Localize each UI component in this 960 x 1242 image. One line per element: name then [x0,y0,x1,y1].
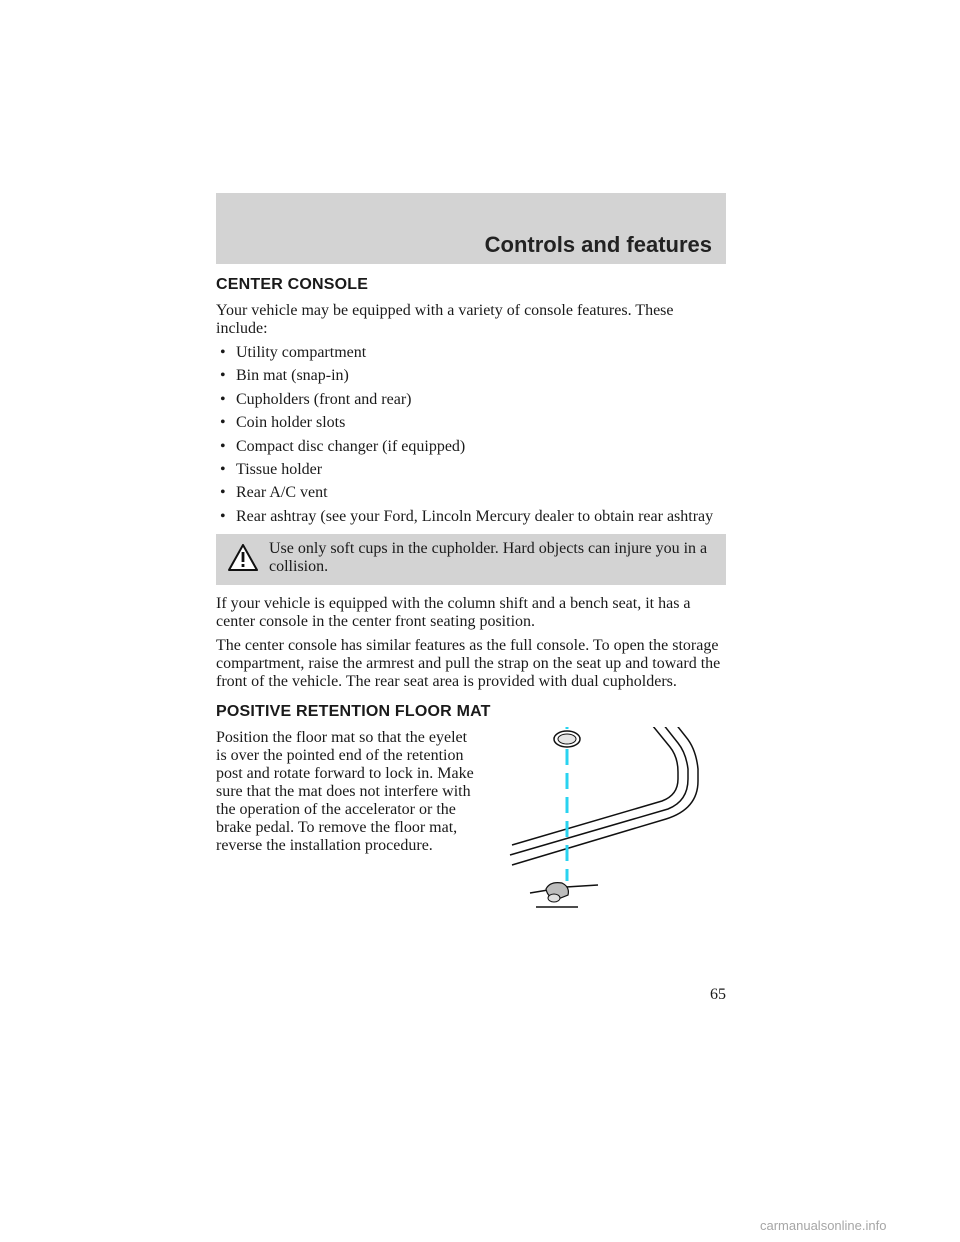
warning-box [216,534,726,585]
feature-item: • Utility compartment [216,344,726,362]
eyelet-center [558,734,576,744]
center-console-heading: CENTER CONSOLE [216,276,369,293]
page-number: 65 [710,986,726,1003]
feature-item: • Rear A/C vent [216,484,726,502]
floor-mat-heading: POSITIVE RETENTION FLOOR MAT [216,702,491,720]
feature-item: • Coin holder slots [216,414,726,432]
center-console-intro: Your vehicle may be equipped with a variety of console features. These include: [216,302,674,337]
section-title: Controls and features [484,232,712,257]
feature-item: • Compact disc changer (if equipped) [216,438,726,456]
floor-mat-section [216,729,726,929]
floor-mat-instructions: Position the floor mat so that the eyelet is over the pointed end of the retention post and rotate forward to lock in. Make sure that the mat does not interfere with the operation of the accelerator or the brake pedal. To remove the floor mat, reverse the installation procedure. [216,728,474,854]
column-shift-paragraph: If your vehicle is equipped with the column shift and a bench seat, it has a center console in the center front seating position. [216,594,691,630]
section-header-band [216,193,726,264]
warning-text: Use only soft cups in the cupholder. Hard objects can injure you in a collision. [269,539,708,575]
feature-item: • Cupholders (front and rear) [216,391,726,409]
center-console-storage-paragraph: The center console has similar features as the full console. To open the storage compartment, raise the armrest and pull the strap on the seat up and toward the front of the vehicle. The rear seat area is provided with dual cupholders. [216,636,721,690]
feature-item: • Tissue holder [216,461,726,479]
watermark: carmanualsonline.info [760,1218,887,1233]
warning-triangle-icon [228,544,258,571]
console-feature-list [216,344,726,526]
feature-item: • Bin mat (snap-in) [216,367,726,385]
feature-item: • Rear ashtray (see your Ford, Lincoln Mercury dealer to obtain rear ashtray [216,508,726,526]
floor-mat-diagram [502,727,712,912]
page-content [216,270,726,929]
